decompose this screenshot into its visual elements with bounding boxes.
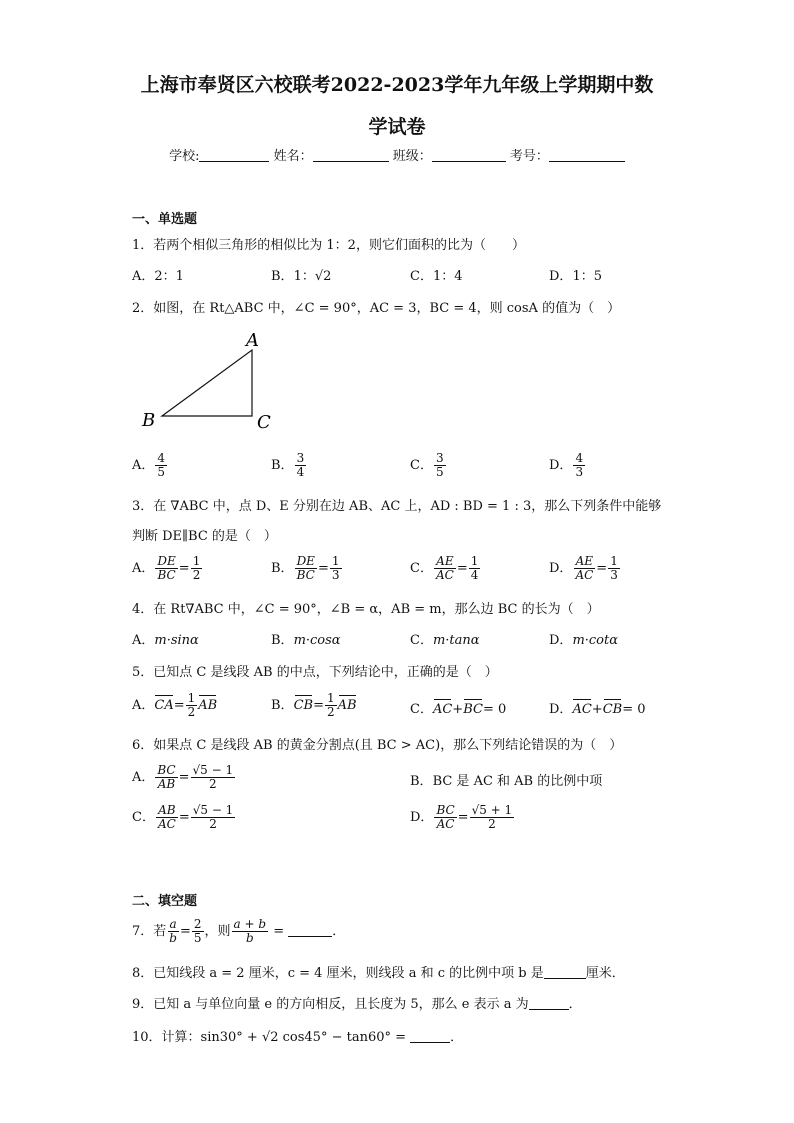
q1-option-d[interactable]: D．1：5 — [549, 269, 602, 284]
triangle-figure — [140, 328, 280, 432]
name-blank[interactable] — [313, 147, 389, 162]
exam-number-blank[interactable] — [549, 147, 625, 162]
exam-number-label: 考号： — [509, 149, 549, 164]
triangle-shape — [162, 350, 252, 416]
name-label: 姓名： — [273, 149, 313, 164]
vertex-label-b: B — [142, 410, 156, 431]
q4-option-d[interactable]: D．m·cotα — [549, 633, 619, 648]
q3-option-d[interactable]: D． $\frac{AE}{AC}$ = $\frac{1}{3}$ — [549, 554, 618, 582]
question-9: 9．已知 a 与单位向量 e 的方向相反，且长度为 5，那么 e 表示 a 为 ． — [132, 997, 582, 1012]
student-info-row — [0, 145, 794, 164]
q10-answer-blank[interactable] — [410, 1029, 450, 1043]
q2-option-a[interactable]: A． $\frac{4}{5}$ — [132, 451, 166, 479]
exam-title-line1: 上海市奉贤区六校联考2022-2023学年九年级上学期期中数 — [140, 74, 654, 96]
q3-option-b[interactable]: B． $\frac{DE}{BC}$ = $\frac{1}{3}$ — [271, 554, 340, 582]
question-3-line1: 3．在 ∇ABC 中，点 D、E 分别在边 AB、AC 上，AD : BD = 1 : 3，那么下列条件中能够 — [132, 499, 662, 514]
q5-option-a[interactable]: A．CA= $\frac{1}{2}$ AB — [132, 691, 218, 719]
q6-option-c[interactable]: C． $\frac{AB}{AC}$ = $\frac{√5 - 1}{2}$ — [132, 803, 234, 831]
q6-option-b[interactable]: B．BC 是 AC 和 AB 的比例中项 — [410, 774, 603, 789]
question-6: 6．如果点 C 是线段 AB 的黄金分割点(且 BC > AC)，那么下列结论错误的为（ ） — [132, 738, 623, 753]
q3-option-c[interactable]: C． $\frac{AE}{AC}$ = $\frac{1}{4}$ — [410, 554, 479, 582]
q2-option-c[interactable]: C． $\frac{3}{5}$ — [410, 451, 444, 479]
section-heading-single-choice: 一、单选题 — [132, 212, 198, 227]
question-5: 5．已知点 C 是线段 AB 的中点，下列结论中，正确的是（ ） — [132, 665, 498, 680]
q4-option-b[interactable]: B．m·cosα — [271, 633, 341, 648]
school-blank[interactable] — [199, 147, 269, 162]
q1-option-b[interactable]: B．1：√2 — [271, 269, 332, 284]
section-heading-fill-blank: 二、填空题 — [132, 894, 198, 909]
q1-option-c[interactable]: C．1：4 — [410, 269, 463, 284]
question-7: 7．若 $\frac{a}{b}$ = $\frac{2}{5}$ ，则 $\frac{a + b}{b}$ = ． — [132, 917, 346, 945]
class-blank[interactable] — [432, 147, 506, 162]
question-3-line2: 判断 DE∥BC 的是（ ） — [132, 529, 277, 544]
q4-option-a[interactable]: A．m·sinα — [132, 633, 199, 648]
class-label: 班级： — [392, 149, 432, 164]
q9-answer-blank[interactable] — [529, 996, 569, 1010]
question-8: 8．已知线段 a = 2 厘米，c = 4 厘米，则线段 a 和 c 的比例中项 b 是 厘米． — [132, 966, 625, 981]
q5-option-d[interactable]: D．AC+CB= 0 — [549, 702, 646, 717]
vertex-label-a: A — [246, 330, 259, 351]
q7-answer-blank[interactable] — [288, 923, 332, 937]
q5-option-b[interactable]: B．CB= $\frac{1}{2}$ AB — [271, 691, 357, 719]
question-4: 4．在 Rt∇ABC 中，∠C = 90°，∠B = α，AB = m，那么边 BC 的长为（ ） — [132, 602, 600, 617]
vertex-label-c: C — [257, 412, 271, 432]
q1-option-a[interactable]: A．2：1 — [132, 269, 184, 284]
question-1: 1．若两个相似三角形的相似比为 1：2，则它们面积的比为（ ） — [132, 238, 525, 253]
exam-title-line2: 学试卷 — [368, 116, 426, 138]
q4-option-c[interactable]: C．m·tanα — [410, 633, 480, 648]
q6-option-a[interactable]: A． $\frac{BC}{AB}$ = $\frac{√5 - 1}{2}$ — [132, 763, 234, 791]
question-10: 10．计算：sin30° + √2 cos45° − tan60° = ． — [132, 1030, 464, 1045]
q5-option-c[interactable]: C．AC+BC= 0 — [410, 702, 507, 717]
q6-option-d[interactable]: D． $\frac{BC}{AC}$ = $\frac{√5 + 1}{2}$ — [410, 803, 513, 831]
q2-option-b[interactable]: B． $\frac{3}{4}$ — [271, 451, 305, 479]
school-label: 学校: — [169, 149, 200, 164]
q2-option-d[interactable]: D． $\frac{4}{3}$ — [549, 451, 584, 479]
question-2: 2．如图，在 Rt△ABC 中，∠C = 90°，AC = 3，BC = 4，则 cosA 的值为（ ） — [132, 301, 621, 316]
q8-answer-blank[interactable] — [544, 965, 586, 979]
q3-option-a[interactable]: A． $\frac{DE}{BC}$ = $\frac{1}{2}$ — [132, 554, 201, 582]
